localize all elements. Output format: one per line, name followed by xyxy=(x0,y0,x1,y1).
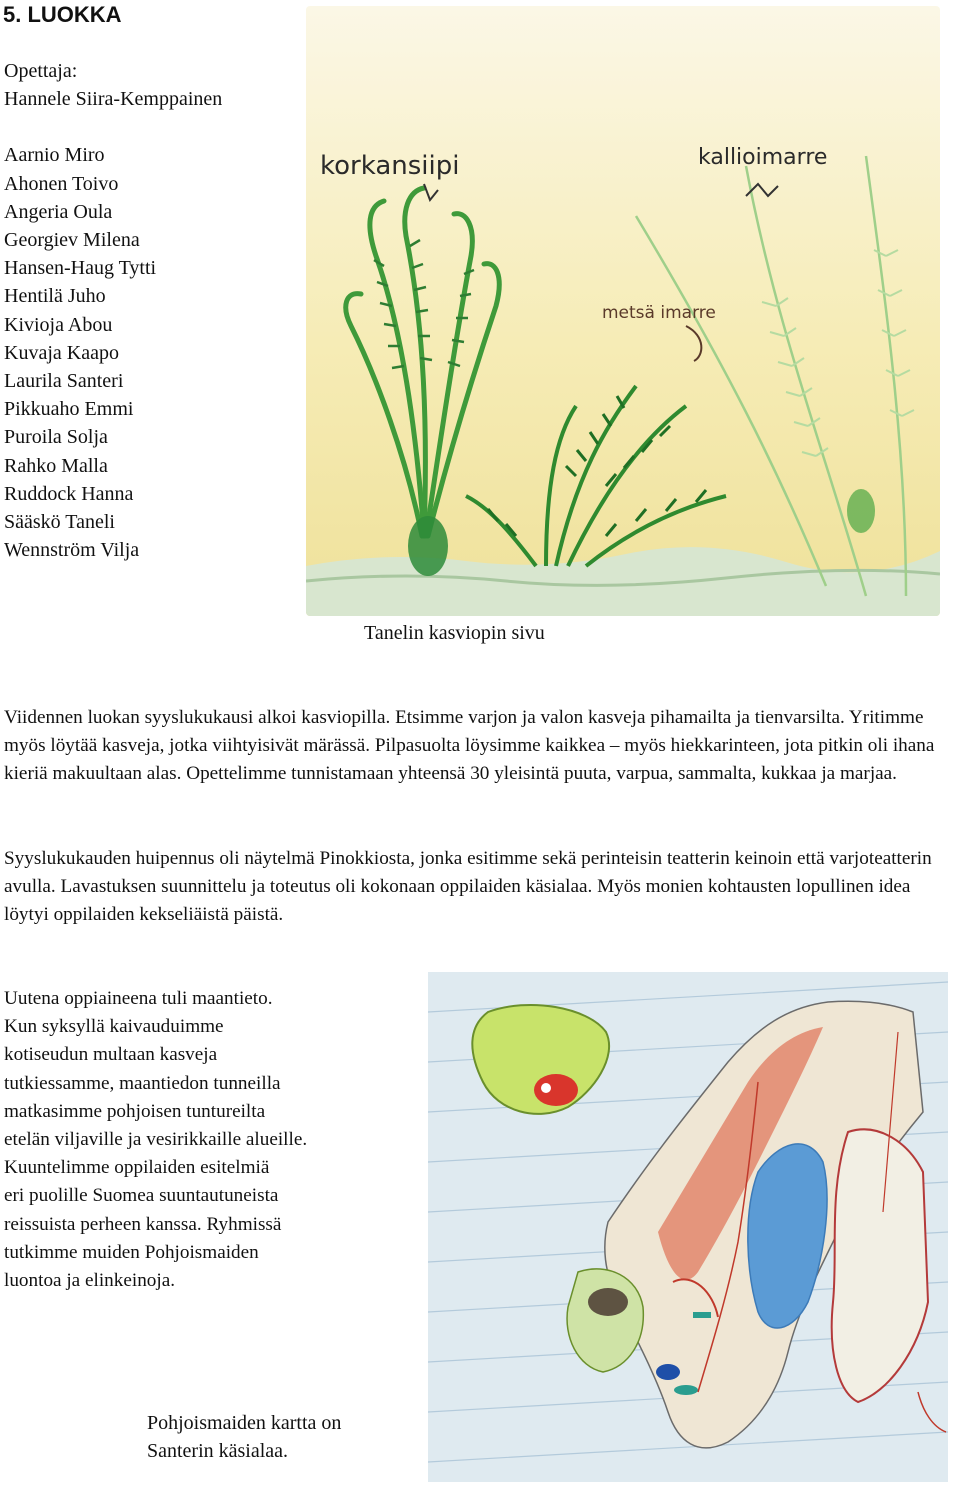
student-name: Ahonen Toivo xyxy=(4,172,119,195)
text-line: Uutena oppiaineena tuli maantieto. xyxy=(4,988,273,1009)
label-kallioimarre: kallioimarre xyxy=(698,145,828,170)
student-name: Laurila Santeri xyxy=(4,370,124,393)
text-line: matkasimme pohjoisen tuntureilta xyxy=(4,1100,266,1122)
label-metsaimarre: metsä imarre xyxy=(602,303,716,323)
page-heading: 5. LUOKKA xyxy=(3,2,122,27)
class-roster xyxy=(4,57,304,564)
map-caption-line: Pohjoismaiden kartta on xyxy=(147,1412,342,1434)
student-list xyxy=(4,141,304,564)
geography-text xyxy=(4,985,424,1295)
student-name: Puroila Solja xyxy=(4,426,108,449)
text-line: reissuista perheen kanssa. Ryhmissä xyxy=(4,1213,282,1235)
student-name: Sääskö Taneli xyxy=(4,511,115,534)
teacher-label: Opettaja: xyxy=(4,60,78,82)
label-korkansiipi: korkansiipi xyxy=(320,151,460,181)
text-line: tutkiessamme, maantiedon tunneilla xyxy=(4,1072,281,1094)
paragraph-botany: Viidennen luokan syyslukukausi alkoi kasviopilla. Etsimme varjon ja valon kasveja pihamailta ja tienvarsilta. Yritimme myös löytää kasveja, jotka viihtyisivät märässä. Pilpasuolta löysimme kaikkea – myös hiekkarinteen, jota pitkin oli ihana kieriä makuultaan alas. Opettelimme tunnistamaan yhteensä 30 yleisintä puuta, varpua, sammalta, kukkaa ja marjaa. xyxy=(4,707,935,785)
student-name: Wennström Vilja xyxy=(4,539,140,562)
text-line: eri puolille Suomea suuntautuneista xyxy=(4,1185,279,1207)
text-line: etelän viljaville ja vesirikkaille alueille. xyxy=(4,1129,308,1151)
student-name: Rahko Malla xyxy=(4,454,108,477)
text-line: Kun syksyllä kaivauduimme xyxy=(4,1016,224,1038)
student-name: Hansen-Haug Tytti xyxy=(4,257,157,280)
student-name: Pikkuaho Emmi xyxy=(4,398,134,421)
text-line: tutkimme muiden Pohjoismaiden xyxy=(4,1241,259,1263)
plant-caption: Tanelin kasviopin sivu xyxy=(364,622,545,644)
student-name: Georgiev Milena xyxy=(4,229,140,252)
map-caption-line: Santerin käsialaa. xyxy=(147,1440,289,1462)
student-name: Kivioja Abou xyxy=(4,313,113,336)
plant-drawing xyxy=(306,6,940,616)
student-name: Aarnio Miro xyxy=(4,144,105,167)
text-line: kotiseudun multaan kasveja xyxy=(4,1044,218,1066)
teacher-name: Hannele Siira-Kemppainen xyxy=(4,88,223,111)
student-name: Kuvaja Kaapo xyxy=(4,341,119,364)
student-name: Angeria Oula xyxy=(4,200,113,223)
student-name: Ruddock Hanna xyxy=(4,482,134,505)
map-illustration xyxy=(428,972,948,1482)
paragraph-theatre: Syyslukukauden huipennus oli näytelmä Pinokkiosta, jonka esitimme sekä perinteisin teatterin keinoin että varjoteatterin avulla. Lavastuksen suunnittelu ja toteutus oli kokonaan oppilaiden käsialaa. Myös monien kohtausten lopullinen idea löytyi oppilaiden kekseliäistä päistä. xyxy=(4,848,932,926)
fern-illustration xyxy=(306,6,940,616)
nordic-map-drawing xyxy=(428,972,948,1482)
map-caption xyxy=(147,1409,341,1465)
text-line: luontoa ja elinkeinoja. xyxy=(4,1270,176,1292)
student-name: Hentilä Juho xyxy=(4,285,106,308)
text-line: Kuuntelimme oppilaiden esitelmiä xyxy=(4,1157,270,1179)
